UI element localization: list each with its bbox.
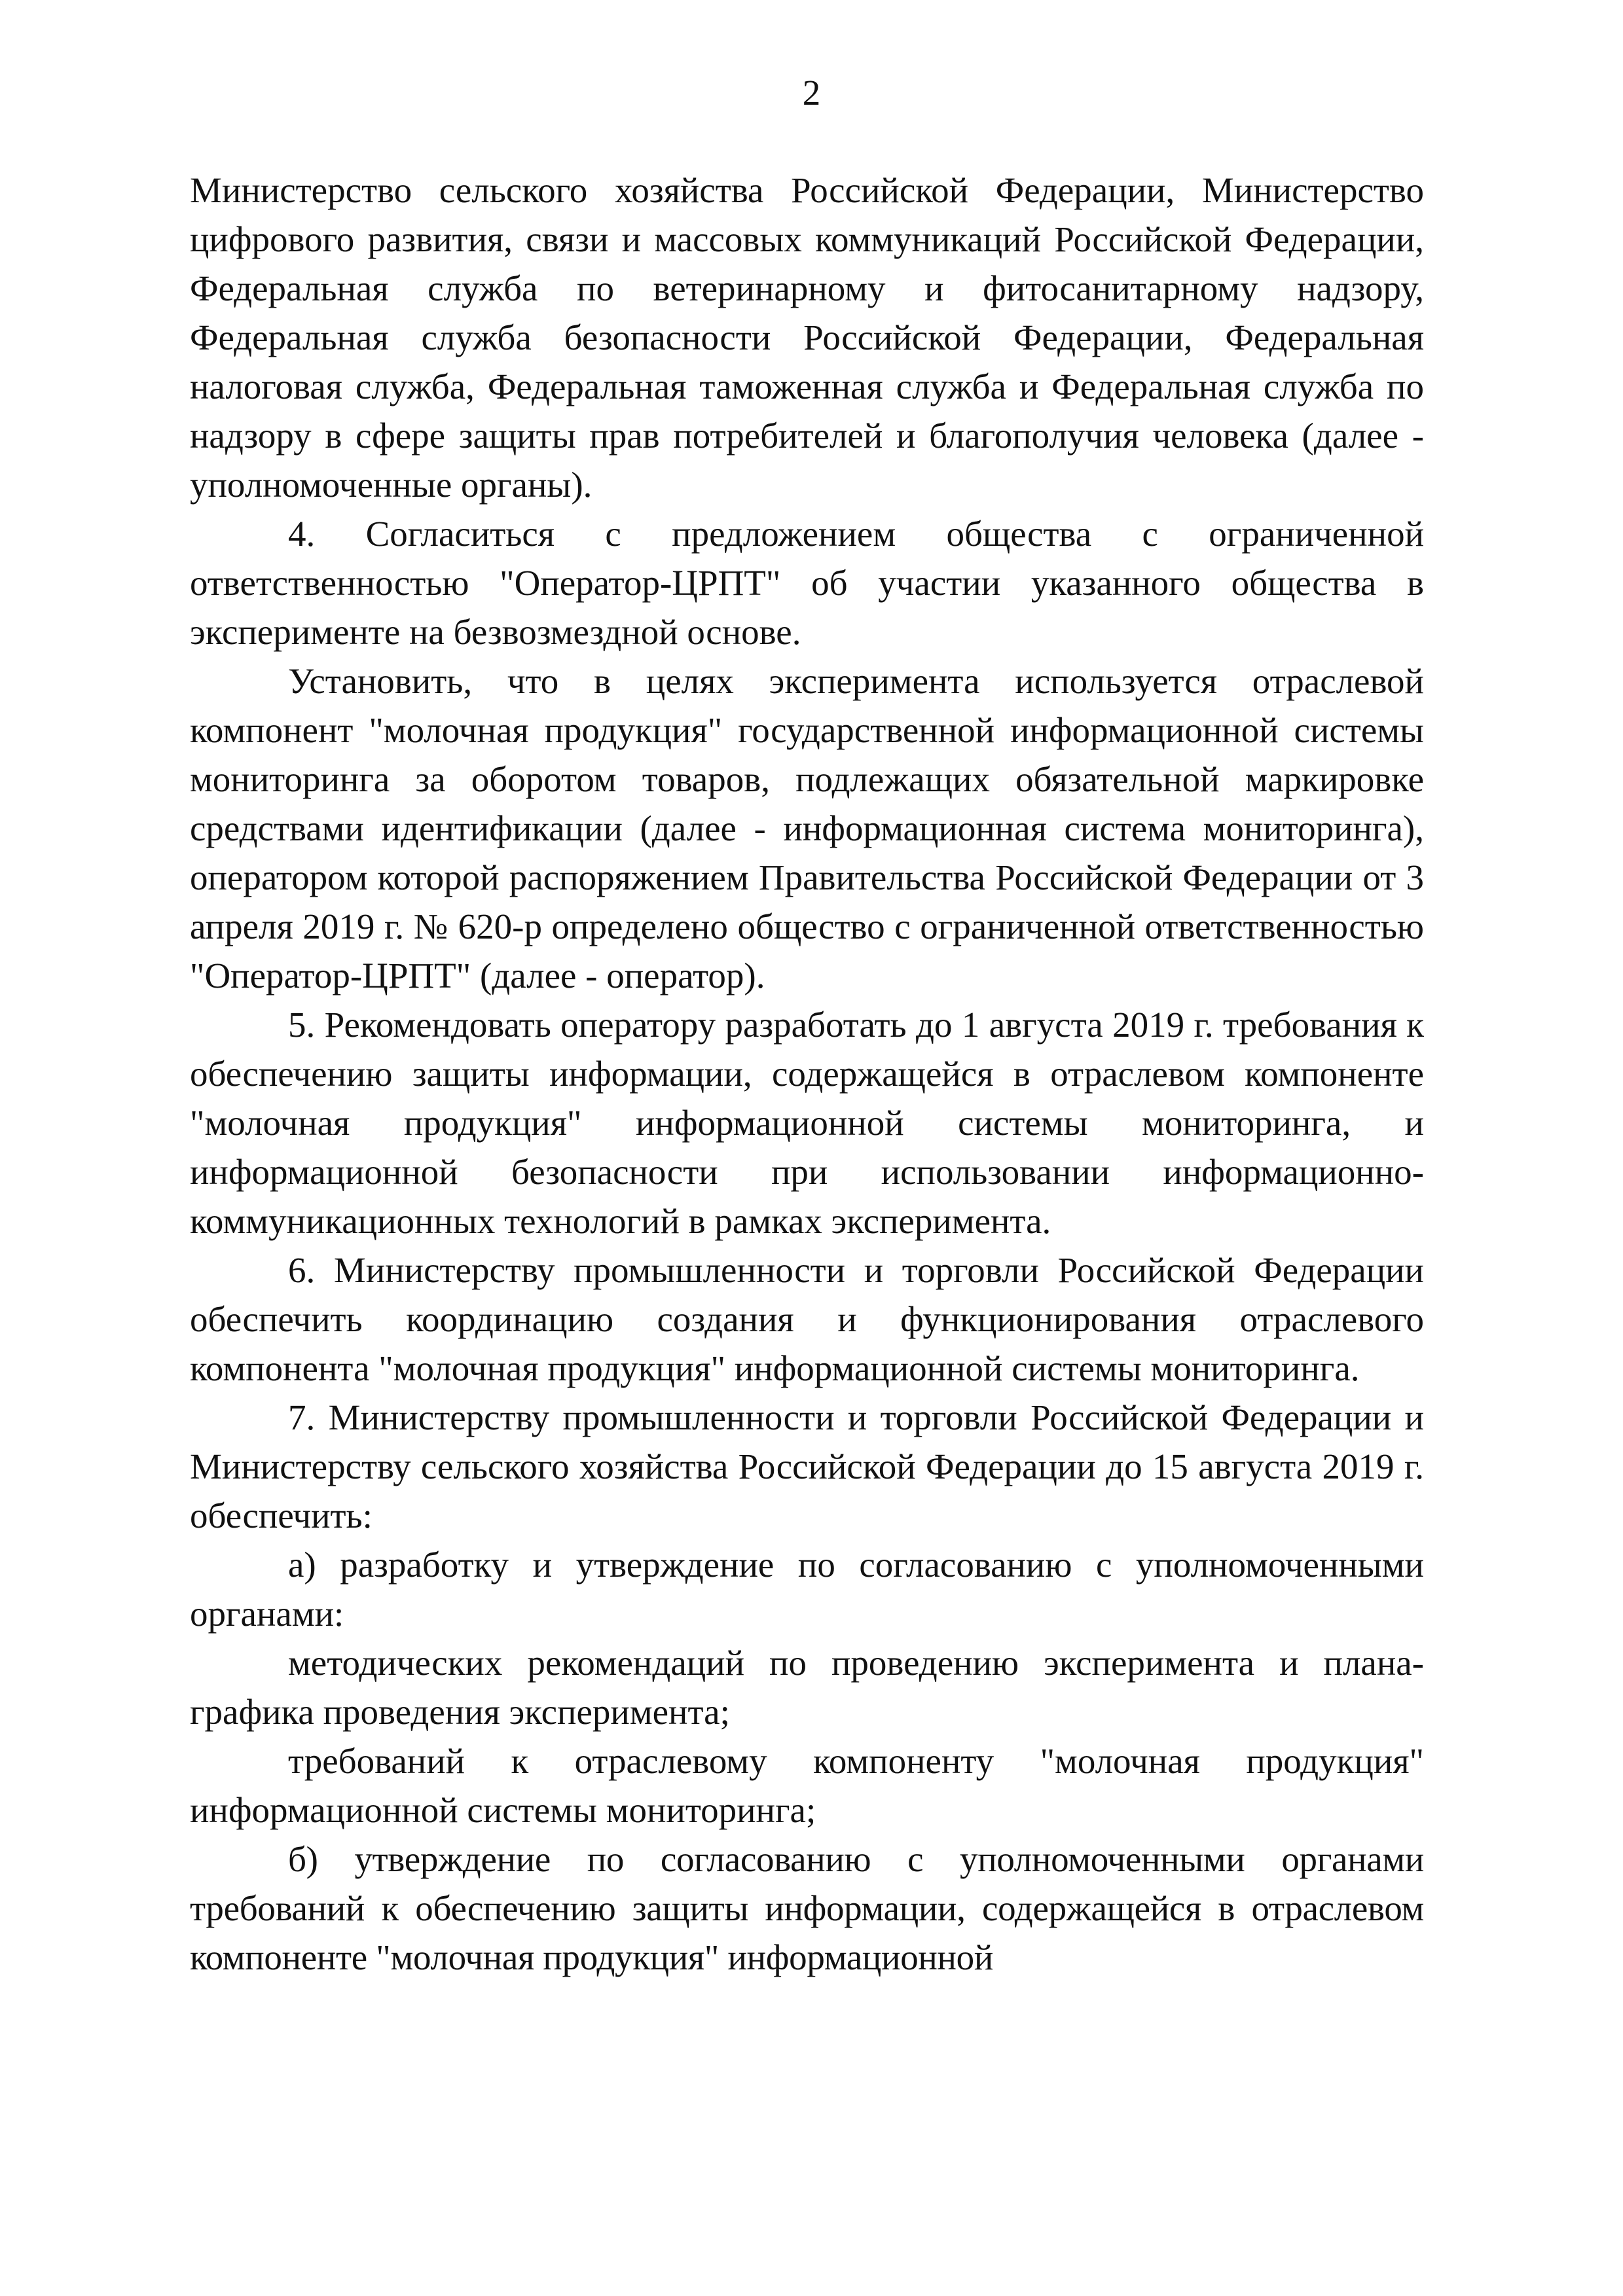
paragraph-item-7b: б) утверждение по согласованию с уполномоченными органами требований к обеспечению защиты информации, содержащейся в отраслевом компоненте "молочная продукция" информационной	[190, 1839, 1424, 1977]
page-number: 2	[802, 73, 821, 113]
paragraph-continuation: Министерство сельского хозяйства Российской Федерации, Министерство цифрового развития, связи и массовых коммуникаций Российской Федерации, Федеральная служба по ветеринарному и фитосанитарному надзору, Федеральная служба безопасности Российской Федерации, Федеральная налоговая служба, Федеральная таможенная служба и Федеральная служба по надзору в сфере защиты прав потребителей и благополучия человека (далее - уполномоченные органы).	[190, 170, 1424, 505]
paragraph-item-6: 6. Министерству промышленности и торговли Российской Федерации обеспечить координацию создания и функционирования отраслевого компонента "молочная продукция" информационной системы мониторинга.	[190, 1250, 1424, 1388]
paragraph-item-4: 4. Согласиться с предложением общества с ограниченной ответственностью "Оператор-ЦРПТ" об участии указанного общества в эксперименте на безвозмездной основе.	[190, 514, 1424, 652]
paragraph-establish: Установить, что в целях эксперимента используется отраслевой компонент "молочная продукция" государственной информационной системы мониторинга за оборотом товаров, подлежащих обязательной маркировке средствами идентификации (далее - информационная система мониторинга), оператором которой распоряжением Правительства Российской Федерации от 3 апреля 2019 г. № 620-р определено общество с ограниченной ответственностью "Оператор-ЦРПТ" (далее - оператор).	[190, 661, 1424, 996]
document-body	[190, 166, 1424, 1982]
paragraph-item-7a: а) разработку и утверждение по согласованию с уполномоченными органами:	[190, 1545, 1424, 1634]
paragraph-methodical-recommendations: методических рекомендаций по проведению эксперимента и плана-графика проведения эксперимента;	[190, 1643, 1424, 1732]
paragraph-item-5: 5. Рекомендовать оператору разработать до 1 августа 2019 г. требования к обеспечению защиты информации, содержащейся в отраслевом компоненте "молочная продукция" информационной системы мониторинга, и информационной безопасности при использовании информационно-коммуникационных технологий в рамках эксперимента.	[190, 1005, 1424, 1241]
paragraph-item-7: 7. Министерству промышленности и торговли Российской Федерации и Министерству сельского хозяйства Российской Федерации до 15 августа 2019 г. обеспечить:	[190, 1397, 1424, 1535]
paragraph-requirements-component: требований к отраслевому компоненту "молочная продукция" информационной системы мониторинга;	[190, 1741, 1424, 1830]
